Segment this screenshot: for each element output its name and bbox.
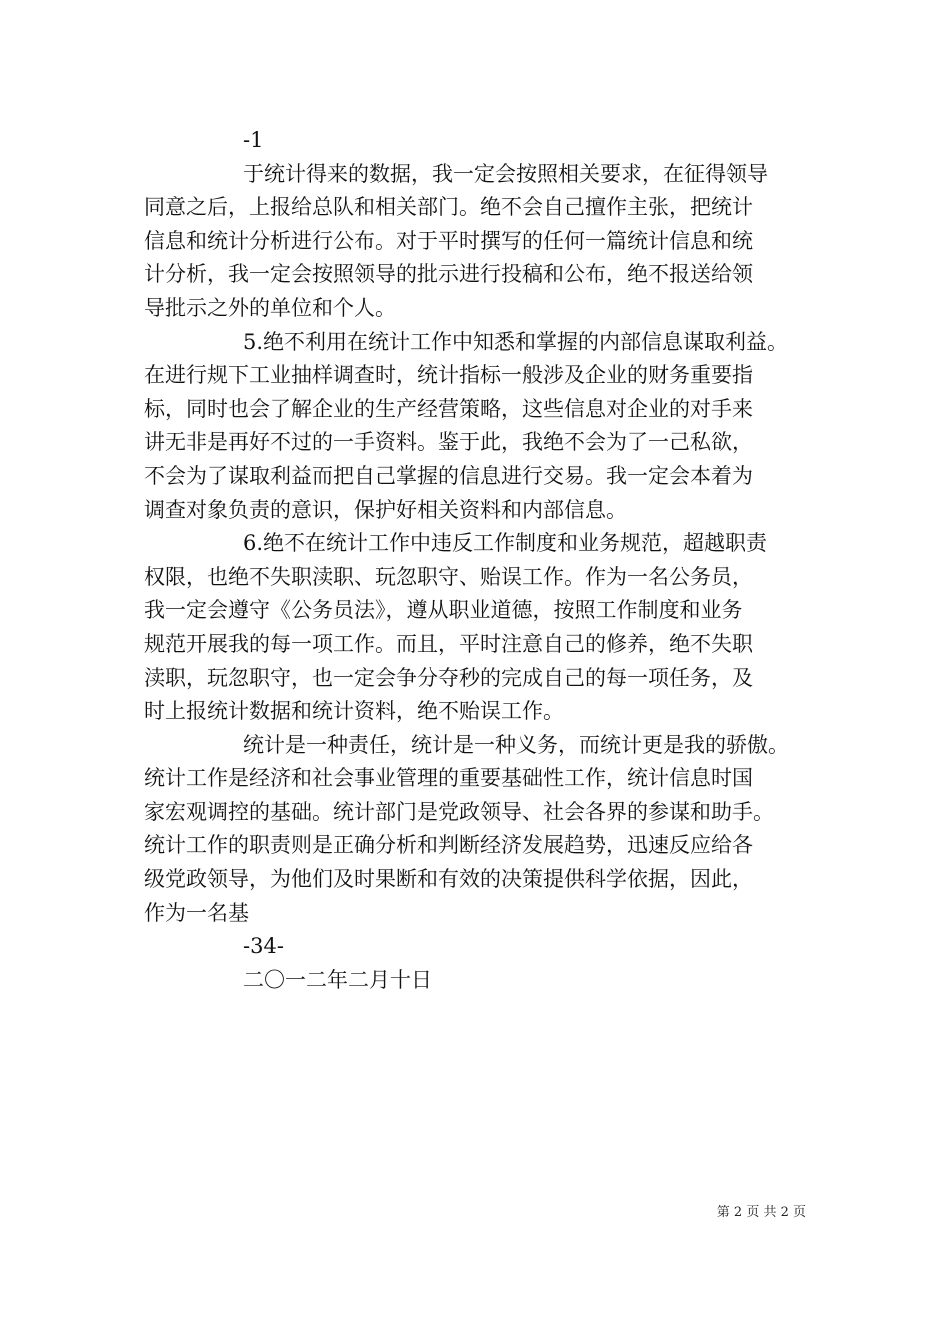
text-line: 家宏观调控的基础。统计部门是党政领导、社会各界的参谋和助手。	[144, 799, 774, 824]
text-line: 规范开展我的每一项工作。而且，平时注意自己的修养，绝不失职	[144, 631, 753, 656]
text-line: 不会为了谋取利益而把自己掌握的信息进行交易。我一定会本着为	[144, 463, 753, 488]
text-line: 调查对象负责的意识，保护好相关资料和内部信息。	[144, 497, 627, 522]
text-line: 级党政领导，为他们及时果断和有效的决策提供科学依据，因此，	[144, 867, 753, 892]
text-line: 我一定会遵守《公务员法》，遵从职业道德，按照工作制度和业务	[144, 598, 743, 623]
text-line: 时上报统计数据和统计资料，绝不贻误工作。	[144, 699, 564, 724]
document-date: 二〇一二年二月十日	[243, 967, 432, 992]
document-body	[144, 124, 816, 997]
text-line: 统计是一种责任，统计是一种义务，而统计更是我的骄傲。	[243, 732, 789, 757]
text-line: 5.绝不利用在统计工作中知悉和掌握的内部信息谋取利益。	[243, 329, 789, 354]
text-line: 统计工作是经济和社会事业管理的重要基础性工作，统计信息时国	[144, 766, 753, 791]
page-footer-number: 第 2 页 共 2 页	[716, 1205, 806, 1220]
text-line: 信息和统计分析进行公布。对于平时撰写的任何一篇统计信息和统	[144, 228, 753, 253]
text-line: 标，同时也会了解企业的生产经营策略，这些信息对企业的对手来	[144, 396, 753, 421]
text-line: 计分析，我一定会按照领导的批示进行投稿和公布，绝不报送给领	[144, 262, 753, 287]
text-line: 于统计得来的数据，我一定会按照相关要求，在征得领导	[243, 161, 768, 186]
page-marker-top: -1	[243, 128, 264, 152]
page-marker-bottom: -34-	[243, 934, 284, 959]
text-line: 同意之后，上报给总队和相关部门。绝不会自己擅作主张，把统计	[144, 195, 753, 220]
text-line: 讲无非是再好不过的一手资料。鉴于此，我绝不会为了一己私欲，	[144, 430, 753, 455]
text-line: 导批示之外的单位和个人。	[144, 295, 396, 320]
text-line: 6.绝不在统计工作中违反工作制度和业务规范，超越职责	[243, 531, 768, 556]
text-line: 作为一名基	[144, 900, 249, 925]
text-line: 统计工作的职责则是正确分析和判断经济发展趋势，迅速反应给各	[144, 833, 753, 858]
text-line: 渎职，玩忽职守，也一定会争分夺秒的完成自己的每一项任务，及	[144, 665, 753, 690]
text-line: 权限，也绝不失职渎职、玩忽职守、贻误工作。作为一名公务员，	[144, 564, 753, 589]
text-line: 在进行规下工业抽样调查时，统计指标一般涉及企业的财务重要指	[144, 363, 753, 388]
